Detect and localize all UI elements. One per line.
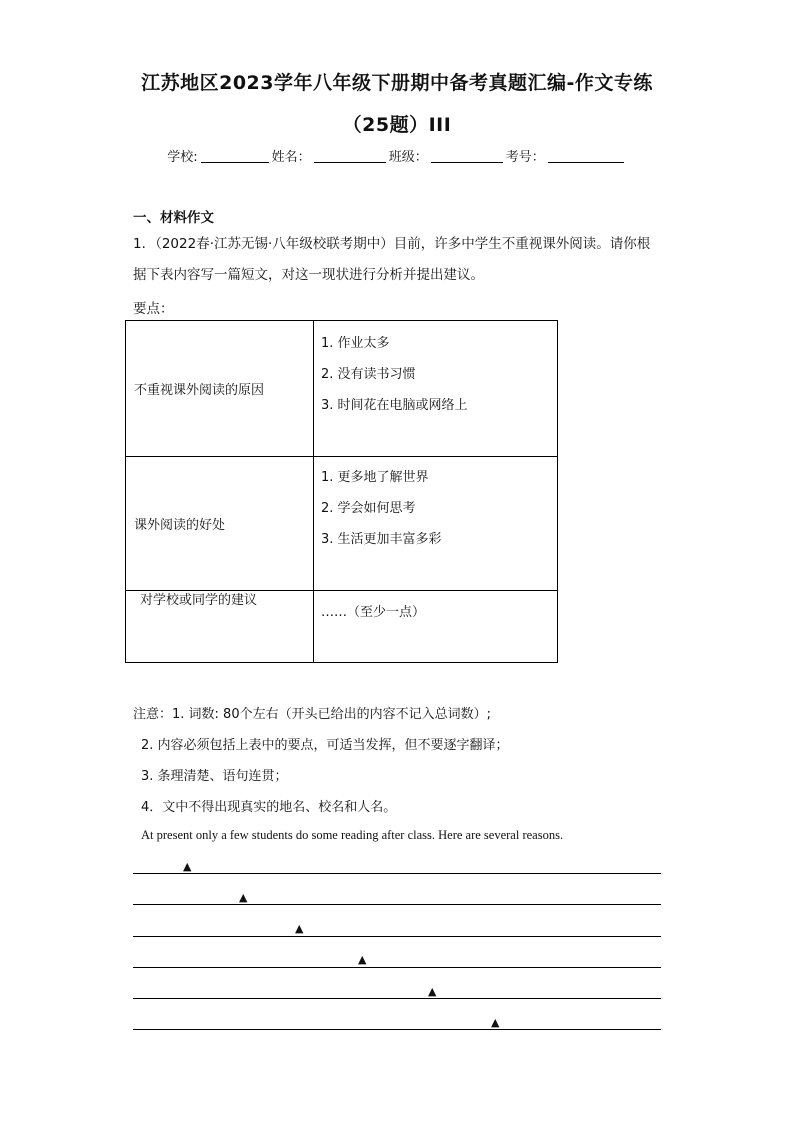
- page-subtitle: （25题）III: [342, 114, 452, 136]
- table-row: [126, 591, 558, 663]
- writing-line[interactable]: [133, 998, 661, 999]
- triangle-marker-icon: ▲: [183, 860, 192, 873]
- school-blank[interactable]: [201, 150, 269, 163]
- note-1: 注意：1. 词数: 80个左右（开头已给出的内容不记入总词数）;: [133, 707, 491, 722]
- list-item: 2. 学会如何思考: [321, 501, 416, 516]
- triangle-marker-icon: ▲: [428, 985, 437, 998]
- row-label: 课外阅读的好处: [126, 457, 314, 591]
- writing-line[interactable]: [133, 904, 661, 905]
- list-item: 3. 时间花在电脑或网络上: [321, 398, 468, 413]
- list-item: 2. 没有读书习惯: [321, 367, 416, 382]
- row-label: 不重视课外阅读的原因: [126, 321, 314, 457]
- list-item: 1. 更多地了解世界: [321, 470, 429, 485]
- points-table: [125, 320, 558, 663]
- essay-start-text: At present only a few students do some reading after class. Here are several reasons.: [141, 828, 564, 842]
- name-label: 姓名：: [271, 150, 311, 165]
- writing-line[interactable]: [133, 936, 661, 937]
- question-text: 1．（2022春·江苏无锡·八年级校联考期中）目前，许多中学生不重视课外阅读。请你根据下表内容写一篇短文，对这一现状进行分析并提出建议。: [133, 236, 651, 283]
- exam-no-blank[interactable]: [548, 150, 624, 163]
- writing-line[interactable]: [133, 873, 661, 874]
- points-label: 要点：: [133, 301, 174, 317]
- page-title: 江苏地区2023学年八年级下册期中备考真题汇编-作文专练: [141, 72, 653, 94]
- section-heading: 一、材料作文: [133, 210, 214, 226]
- table-row: [126, 457, 558, 591]
- note-2: 2. 内容必须包括上表中的要点，可适当发挥，但不要逐字翻译；: [141, 738, 509, 753]
- writing-line[interactable]: [133, 1029, 661, 1030]
- triangle-marker-icon: ▲: [239, 891, 248, 904]
- writing-line[interactable]: [133, 967, 661, 968]
- note-4: 4．文中不得出现真实的地名、校名和人名。: [141, 800, 397, 815]
- name-blank[interactable]: [314, 150, 386, 163]
- exam-no-label: 考号：: [505, 150, 545, 165]
- note-3: 3. 条理清楚、语句连贯；: [141, 769, 288, 784]
- list-item: 3. 生活更加丰富多彩: [321, 532, 442, 547]
- class-label: 班级：: [388, 150, 428, 165]
- class-blank[interactable]: [431, 150, 503, 163]
- list-item: ……（至少一点）: [321, 605, 426, 620]
- triangle-marker-icon: ▲: [491, 1016, 500, 1029]
- school-label: 学校:: [167, 150, 198, 165]
- row-label: 对学校或同学的建议: [140, 592, 258, 608]
- student-info: [0, 146, 794, 165]
- triangle-marker-icon: ▲: [358, 953, 367, 966]
- triangle-marker-icon: ▲: [295, 922, 304, 935]
- table-row: [126, 321, 558, 457]
- list-item: 1. 作业太多: [321, 336, 390, 351]
